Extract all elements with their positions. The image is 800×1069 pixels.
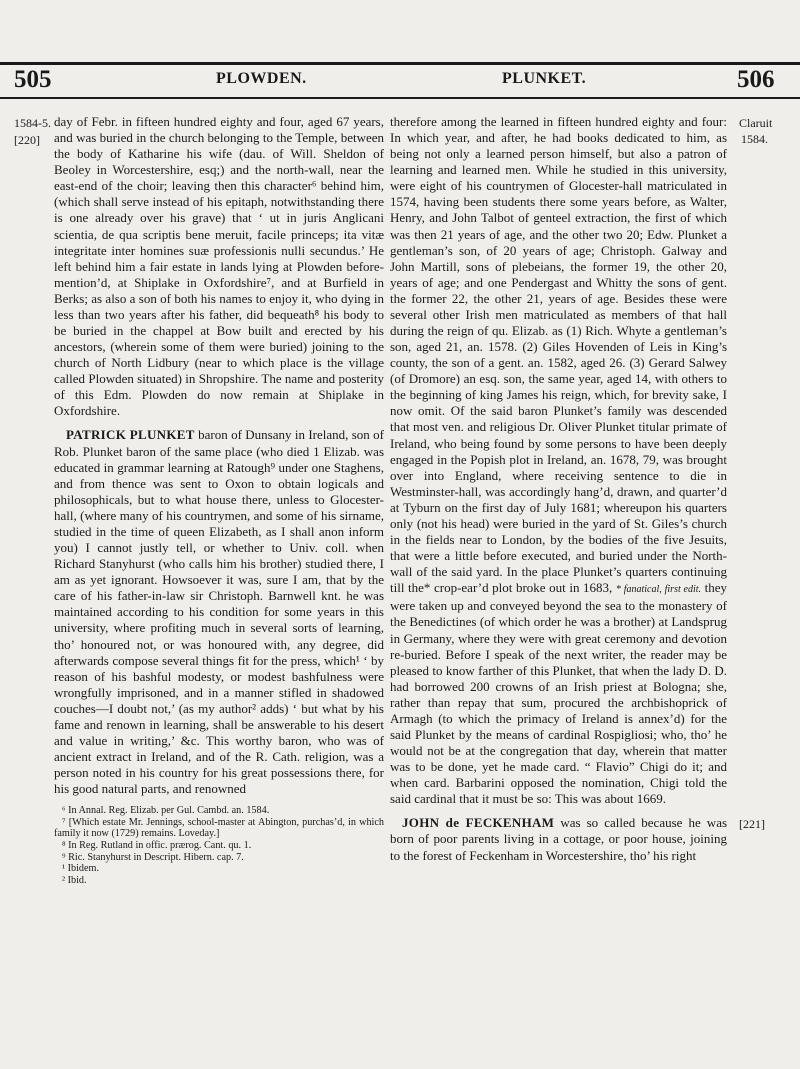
plunket-entry [54,427,384,797]
plunket-continued-body-2: they were taken up and conveyed beyond the sea to the monastery of the Benedictines (of which order he was a brother) at Landsprug in Germany, where they were with great ceremony and devotion re-buried. Before I speak of the next writer, the reader may be pleased to know farther of this Plunket, that when the lady D. D. had borrowed 200 crowns of an Irish priest at Bologna; she, rather than repay that sum, procured the archbishoprick of Armagh (to which the primacy of Ireland is annex’d) for the said Plunket by the means of cardinal Rospigliosi; who, tho’ he would not be at the congregation that day, wherein that matter was to be done, yet he made card. “ Flavio” Chigi do it; and when card. Barbarini opposed the nomination, Chigi told the said cardinal that it must be so: This was about 1669. [390,580,728,807]
footnote: ⁸ In Reg. Rutland in offic. prærog. Cant. qu. 1. [62,840,252,852]
fekenham-text: was so called because he was born of poor parents living in a cottage, or poor house, joining to the forest of Feckenham in Worcestershire, tho’ his right [390,815,728,863]
left-page-number: 505 [14,66,52,93]
footnote: ² Ibid. [62,874,87,886]
margin-year-right: 1584. [741,132,768,146]
footnote: ¹ Ibidem. [62,863,100,875]
footnote: ⁹ Ric. Stanyhurst in Descript. Hibern. cap. 7. [62,851,244,863]
first-edition-note: * fanatical, first edit. [615,584,702,596]
left-column [54,114,384,886]
footnote: ⁶ In Annal. Reg. Elizab. per Gul. Cambd. an. 1584. [62,805,270,817]
plunket-continued-text [390,114,727,807]
right-page-number: 506 [737,66,775,93]
plowden-text: day of Febr. in fifteen hundred eighty and four, aged 67 years, and was buried in the church belonging to the Temple, between the body of Katharine his wife (dau. of Will. Sheldon of Beoley in Worcestershire, esq;) and the north-wall, near the east-end of the choir; leaving then this character⁶ behind him, (which shall serve instead of his epitaph, notwithstanding there is one already over his grave) that ‘ ut in juris Anglicani scientia, de qua scriptis bene meruit, facile princeps; ita vitæ integritate inter homines suæ professionis nulli secundus.’ He left behind him a fair estate in lands lying at Plowden before-mention’d, at Shiplake in Oxfordshire⁷, and at Burfield in Berks; as also a son of both his names to enjoy it, who dying in less than two years after his father, did bequeath⁸ his body to be buried in the chappel at Bow built and erected by his ancestors, (wherein some of them were buried) joining to the church of North Lidbury (near to which place is the village called Plowden situated) in Shropshire. The name and posterity of this Edm. Plowden do now remain at Shiplake in Oxfordshire. [54,114,384,419]
header-rule [0,97,800,99]
running-head-left: PLOWDEN. [216,70,307,87]
plunket-text: baron of Dunsany in Ireland, son of Rob. Plunket baron of the same place (who died 1 Elizab. was educated in grammar learning at Ratough⁹ under one Staghens, and from thence was sent to Oxon to obtain logicals and philosophicals, but to what house there, unless to Glocester-hall, (where many of his countrymen, and some of his sirname, studied in the time of queen Elizabeth, as I shall anon inform you) I cannot justly tell, or whether to Univ. coll. when Richard Stanyhurst (who calls him his brother) studied there, I am as yet ignorant. Howsoever it was, sure I am, that by the care of his father-in-law sir Christoph. Barnwell knt. he was maintained according to his condition for some years in this university, where profiting much in several sorts of learning, tho’ honoured not, or was honoured with, any degree, did afterwards compose several things fit for the press, which¹ ‘ by reason of his bashful modesty, or modest bashfulness were wrongfully imprisoned, and in a manner stifled in shadowed couches—I doubt not,’ (as my author² adds) ‘ but what by his fame and renown in learning, shall be answerable to his desert and value in writing,’ &c. This worthy baron, who was of ancient extract in Ireland, and of the R. Cath. religion, was a person noted in his country for his great possessions there, for his good natural parts, and renowned [54,427,385,797]
fekenham-heading: JOHN de FECKENHAM [402,815,555,831]
plunket-heading: PATRICK PLUNKET [66,427,195,443]
top-rule [0,62,800,65]
margin-col-ref-right: [221] [739,817,765,831]
margin-col-ref-left: [220] [14,133,40,147]
margin-claruit: Claruit [739,116,773,130]
right-column [390,114,727,864]
plunket-continued-body: therefore among the learned in fifteen hundred eighty and four: In which year, and after, he had books dedicated to him, as being not only a learned person himself, but also a patron of learning and learned men. While he studied in this university, were eight of his countrymen of Glocester-hall matriculated in 1574, having been students there some years before, as Walter, Henry, and John Talbot of genteel extraction, the first of which was then 21 years of age, and the other two 20; Edw. Plunket a gentleman’s son, of 20 years of age; Christoph. Galway and John Martill, sons of plebeians, the former 19, the other 20, years of age; and one Pendergast and Whitty the sons of gent. the former 22, the other 21, years of age. Besides these were several other Irish men matriculated as members of that hall during the reign of qu. Elizab. as (1) Rich. Whyte a gentleman’s son, aged 21, an. 1578. (2) Giles Hovenden of Leis in King’s county, the son of a gent. an. 1582, aged 26. (3) Gerard Salwey (of Dromore) an esq. son, the same year, aged 14, with others to the beginning of king James his reign, which, for brevity sake, I now omit. Of the said baron Plunket’s family was descended that most ven. and religious Dr. Oliver Plunket titular primate of Ireland, who being found by some persons to have been deeply engaged in the Popish plot in Ireland, an. 1678, 79, was brought over into England, where receiving sentence to die in Westminster-hall, was accordingly hang’d, drawn, and quarter’d at Tyburn on the first day of July 1681; whereupon his quarters only (not his head) were buried in the yard of St. Giles’s church in the fields near to London, by the bodies of the five Jesuits, that were a little before executed, and buried under the North-wall of the said yard. In the place Plunket’s quarters continuing till the* crop-ear’d plot broke out in 1683, [390,114,727,596]
fekenham-entry [390,815,727,863]
footnotes [54,805,384,886]
footnote: ⁷ [Which estate Mr. Jennings, school-master at Abington, purchas’d, in which family it now (1729) remains. Loveday.] [54,816,384,840]
running-head-right: PLUNKET. [502,70,587,87]
margin-year-left: 1584-5. [14,116,51,130]
